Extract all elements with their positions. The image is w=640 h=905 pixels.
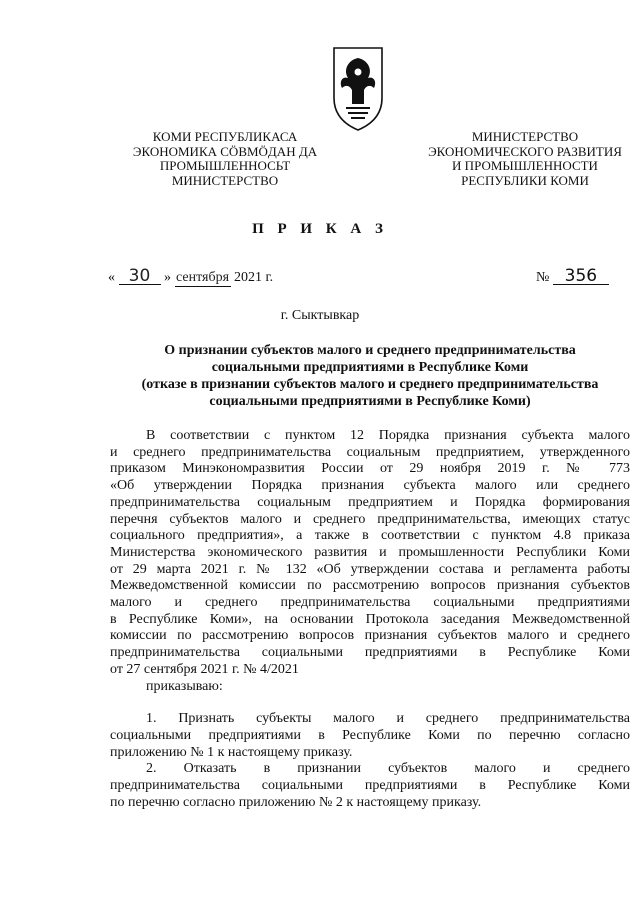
preamble-line: от 27 сентября 2021 г. № 4/2021 bbox=[110, 661, 299, 677]
preamble-line: комиссии по рассмотрению вопросов признания субъектов малого и среднего bbox=[110, 628, 630, 644]
preamble-line: малого и среднего предпринимательства социальными предприятиями bbox=[110, 595, 630, 611]
preamble-line: социального предприятия», а также в соответствии с пунктом 4.8 приказа bbox=[110, 528, 630, 544]
preamble-line: Межведомственной комиссии по рассмотрению вопросов признания субъектов bbox=[110, 578, 630, 594]
title-line: О признании субъектов малого и среднего предпринимательства bbox=[164, 343, 576, 358]
preamble-line: предпринимательства социальным предприятием и Порядка формирования bbox=[110, 494, 630, 510]
date-open-quote: « bbox=[108, 270, 115, 285]
number-value: 356 bbox=[553, 268, 609, 285]
preamble-line: предпринимательства социальными предприятиями в Республике Коми bbox=[110, 645, 630, 661]
header-right-line: ЭКОНОМИЧЕСКОГО РАЗВИТИЯ bbox=[428, 143, 622, 159]
order-date bbox=[108, 268, 273, 287]
preamble-line: от 29 марта 2021 г. № 132 «Об утверждении состава и регламента работы bbox=[110, 561, 630, 577]
item-1-line: приложению № 1 к настоящему приказу. bbox=[110, 744, 353, 760]
header-right-line: И ПРОМЫШЛЕННОСТИ bbox=[452, 158, 598, 173]
preamble-line: приказом Минэкономразвития России от 29 ноября 2019 г. № 773 bbox=[110, 461, 630, 477]
date-close-quote: » bbox=[164, 270, 171, 285]
header-right-line: МИНИСТЕРСТВО bbox=[471, 129, 579, 144]
header-left-line: МИНИСТЕРСТВО bbox=[171, 172, 279, 188]
city-name: г. Сыктывкар bbox=[280, 308, 360, 323]
date-day: 30 bbox=[119, 268, 161, 285]
header-left-line: КОМИ РЕСПУБЛИКАСА bbox=[152, 129, 298, 144]
order-number bbox=[536, 268, 609, 286]
header-russian-language bbox=[410, 130, 640, 188]
title-line: социальными предприятиями в Республике Коми bbox=[211, 360, 529, 375]
order-word: приказываю: bbox=[146, 678, 223, 694]
order-body bbox=[110, 428, 630, 811]
preamble-line: В соответствии с пунктом 12 Порядка признания субъекта малого bbox=[146, 428, 630, 443]
header-left-line: ПРОМЫШЛЕННОСЬТ bbox=[159, 158, 291, 173]
preamble-line: перечня субъектов малого и среднего предпринимательства, имеющих статус bbox=[110, 511, 630, 527]
item-1-line: 1. Признать субъекты малого и среднего предпринимательства bbox=[146, 711, 630, 727]
order-title bbox=[110, 342, 630, 410]
coat-of-arms-emblem bbox=[330, 42, 386, 132]
title-line: социальными предприятиями в Республике Коми) bbox=[209, 394, 531, 409]
item-1-line: социальными предприятиями в Республике Коми по перечню согласно bbox=[110, 727, 630, 743]
title-line: (отказе в признании субъектов малого и среднего предпринимательства bbox=[141, 377, 599, 392]
header-left-line: ЭКОНОМИКА СӦВМӦДАН ДА bbox=[132, 143, 318, 159]
preamble-line: Министерства экономического развития и промышленности Республики Коми bbox=[110, 544, 630, 560]
date-month: сентября bbox=[175, 270, 230, 285]
preamble-line: и среднего предпринимательства социальным предприятием, утвержденного bbox=[110, 444, 630, 460]
preamble-line: «Об утверждении Порядка признания субъекта малого или среднего bbox=[110, 478, 630, 494]
header-komi-language bbox=[120, 130, 330, 188]
header-right-line: РЕСПУБЛИКИ КОМИ bbox=[461, 172, 589, 188]
item-2-line: 2. Отказать в признании субъектов малого и среднего bbox=[146, 761, 630, 777]
item-2-line: по перечню согласно приложению № 2 к настоящему приказу. bbox=[110, 794, 482, 810]
item-2-line: предпринимательства социальными предприятиями в Республике Коми bbox=[110, 778, 630, 794]
number-sign: № bbox=[536, 270, 550, 285]
preamble-line: в Республике Коми», на основании Протокола заседания Межведомственной bbox=[110, 611, 630, 627]
date-year: 2021 г. bbox=[234, 270, 274, 285]
document-type-heading: П Р И К А З bbox=[252, 221, 388, 237]
